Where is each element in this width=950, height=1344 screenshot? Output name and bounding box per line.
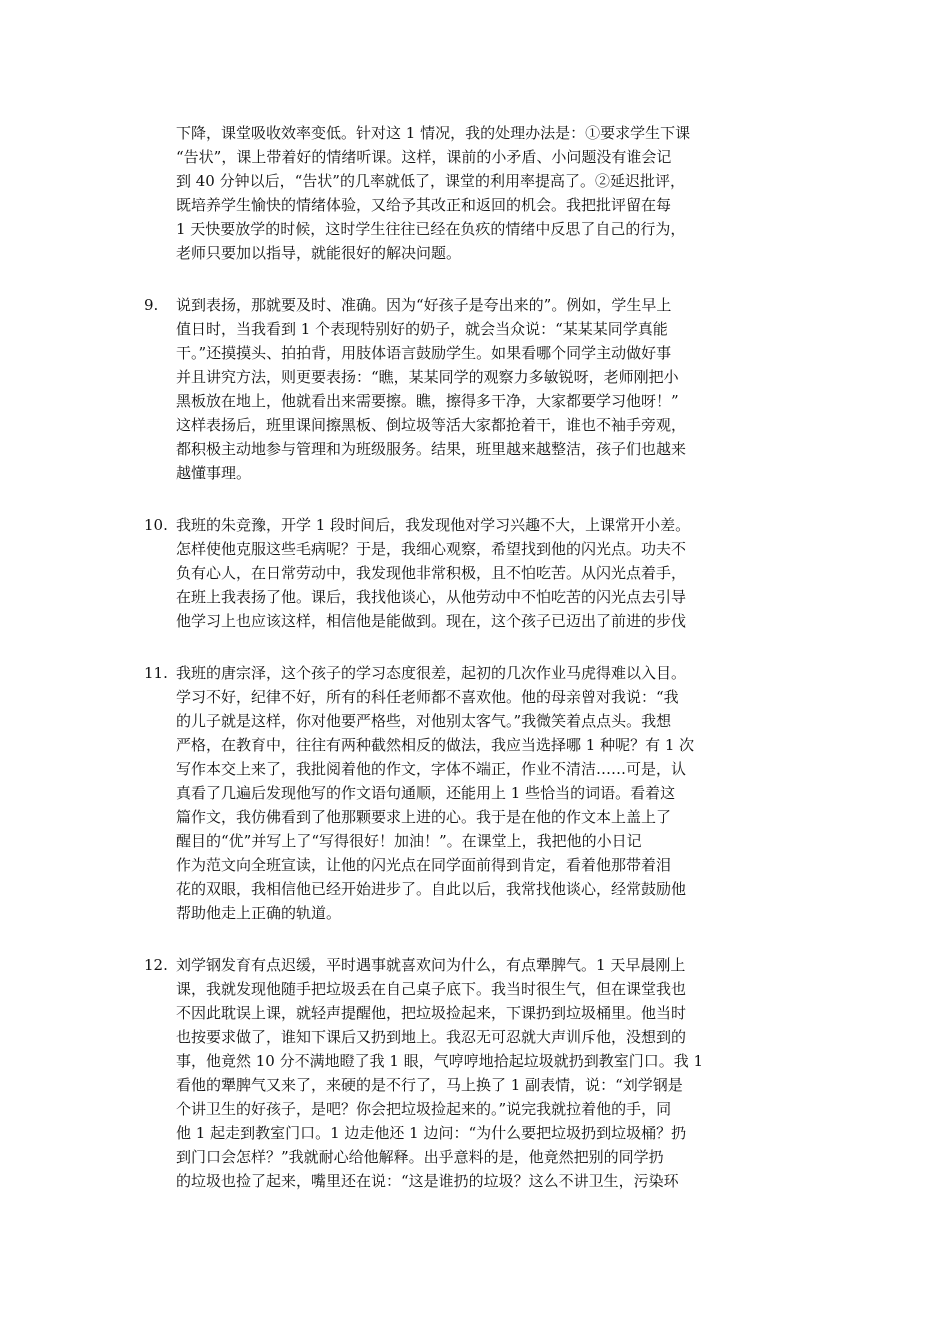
list-item	[144, 661, 820, 925]
text-line: 不因此耽误上课，就轻声提醒他，把垃圾捡起来，下课扔到垃圾桶里。他当时	[176, 1004, 687, 1022]
list-item-number: 10.	[144, 516, 168, 534]
text-line: 说到表扬，那就要及时、准确。因为“好孩子是夸出来的”。例如，学生早上	[176, 296, 672, 314]
text-line: 的儿子就是这样，你对他要严格些，对他别太客气。”我微笑着点点头。我想	[176, 712, 672, 730]
text-line: 事，他竟然 10 分不满地瞪了我 1 眼，气哼哼地拾起垃圾就扔到教室门口。我 1	[176, 1052, 704, 1070]
text-line: 学习不好，纪律不好，所有的科任老师都不喜欢他。他的母亲曾对我说：“我	[176, 688, 679, 706]
text-line: 作为范文向全班宣读，让他的闪光点在同学面前得到肯定，看着他那带着泪	[176, 856, 672, 874]
text-line: 既培养学生愉快的情绪体验，又给予其改正和返回的机会。我把批评留在每	[176, 196, 672, 214]
text-line: 这样表扬后，班里课间擦黑板、倒垃圾等活大家都抢着干，谁也不袖手旁观，	[176, 416, 687, 434]
text-line: 帮助他走上正确的轨道。	[176, 904, 342, 922]
text-line: 我班的朱竞豫，开学 1 段时间后，我发现他对学习兴趣不大，上课常开小差。	[176, 516, 691, 534]
text-line: 他 1 起走到教室门口。1 边走他还 1 边问：“为什么要把垃圾扔到垃圾桶？扔	[176, 1124, 687, 1142]
text-line: 花的双眼，我相信他已经开始进步了。自此以后，我常找他谈心，经常鼓励他	[176, 880, 687, 898]
text-line: 也按要求做了，谁知下课后又扔到地上。我忍无可忍就大声训斥他，没想到的	[176, 1028, 687, 1046]
text-line: 负有心人，在日常劳动中，我发现他非常积极，且不怕吃苦。从闪光点着手，	[176, 564, 687, 582]
text-line: “告状”，课上带着好的情绪听课。这样，课前的小矛盾、小问题没有谁会记	[176, 148, 672, 166]
text-line: 怎样使他克服这些毛病呢？于是，我细心观察，希望找到他的闪光点。功夫不	[176, 540, 687, 558]
text-line: 越懂事理。	[176, 464, 252, 482]
text-line: 写作本交上来了，我批阅着他的作文，字体不端正，作业不清洁……可是，认	[176, 760, 687, 778]
text-line: 的垃圾也捡了起来，嘴里还在说：“这是谁扔的垃圾？这么不讲卫生，污染环	[176, 1172, 679, 1190]
list-item-number: 11.	[144, 664, 168, 682]
text-line: 刘学钢发育有点迟缓，平时遇事就喜欢问为什么，有点犟脾气。1 天早晨刚上	[176, 956, 686, 974]
text-line: 看他的犟脾气又来了，来硬的是不行了，马上换了 1 副表情，说：“刘学钢是	[176, 1076, 683, 1094]
document-body	[144, 121, 820, 1221]
text-line: 黑板放在地上，他就看出来需要擦。瞧，擦得多干净，大家都要学习他呀！”	[176, 392, 679, 410]
text-line: 值日时，当我看到 1 个表现特别好的奶子，就会当众说：“某某某同学真能	[176, 320, 668, 338]
text-line: 篇作文，我仿佛看到了他那颗要求上进的心。我于是在他的作文本上盖上了	[176, 808, 672, 826]
text-line: 我班的唐宗泽，这个孩子的学习态度很差，起初的几次作业马虎得难以入目。	[176, 664, 687, 682]
list-item	[144, 953, 820, 1193]
list-item	[144, 513, 820, 633]
list-item-number: 9.	[144, 296, 159, 314]
text-line: 个讲卫生的好孩子，是吧？你会把垃圾捡起来的。”说完我就拉着他的手，同	[176, 1100, 672, 1118]
text-line: 下降，课堂吸收效率变低。针对这 1 情况，我的处理办法是：①要求学生下课	[176, 124, 691, 142]
text-line: 并且讲究方法，则更要表扬：“瞧，某某同学的观察力多敏锐呀，老师刚把小	[176, 368, 679, 386]
text-line: 课，我就发现他随手把垃圾丢在自己桌子底下。我当时很生气，但在课堂我也	[176, 980, 687, 998]
text-line: 老师只要加以指导，就能很好的解决问题。	[176, 244, 462, 262]
text-line: 都积极主动地参与管理和为班级服务。结果，班里越来越整洁，孩子们也越来	[176, 440, 687, 458]
text-line: 到 40 分钟以后，“告状”的几率就低了，课堂的利用率提高了。②延迟批评，	[176, 172, 685, 190]
text-line: 醒目的“优”并写上了“写得很好！加油！”。在课堂上，我把他的小日记	[176, 832, 642, 850]
text-line: 他学习上也应该这样，相信他是能做到。现在，这个孩子已迈出了前进的步伐	[176, 612, 687, 630]
paragraph-continuation	[144, 121, 820, 265]
list-item-number: 12.	[144, 956, 168, 974]
text-line: 真看了几遍后发现他写的作文语句通顺，还能用上 1 些恰当的词语。看着这	[176, 784, 676, 802]
text-line: 1 天快要放学的时候，这时学生往往已经在负疚的情绪中反思了自己的行为，	[176, 220, 686, 238]
list-item	[144, 293, 820, 485]
text-line: 干。”还摸摸头、拍拍背，用肢体语言鼓励学生。如果看哪个同学主动做好事	[176, 344, 672, 362]
text-line: 严格，在教育中，往往有两种截然相反的做法，我应当选择哪 1 种呢？有 1 次	[176, 736, 695, 754]
text-line: 在班上我表扬了他。课后，我找他谈心，从他劳动中不怕吃苦的闪光点去引导	[176, 588, 687, 606]
text-line: 到门口会怎样？”我就耐心给他解释。出乎意料的是，他竟然把别的同学扔	[176, 1148, 664, 1166]
